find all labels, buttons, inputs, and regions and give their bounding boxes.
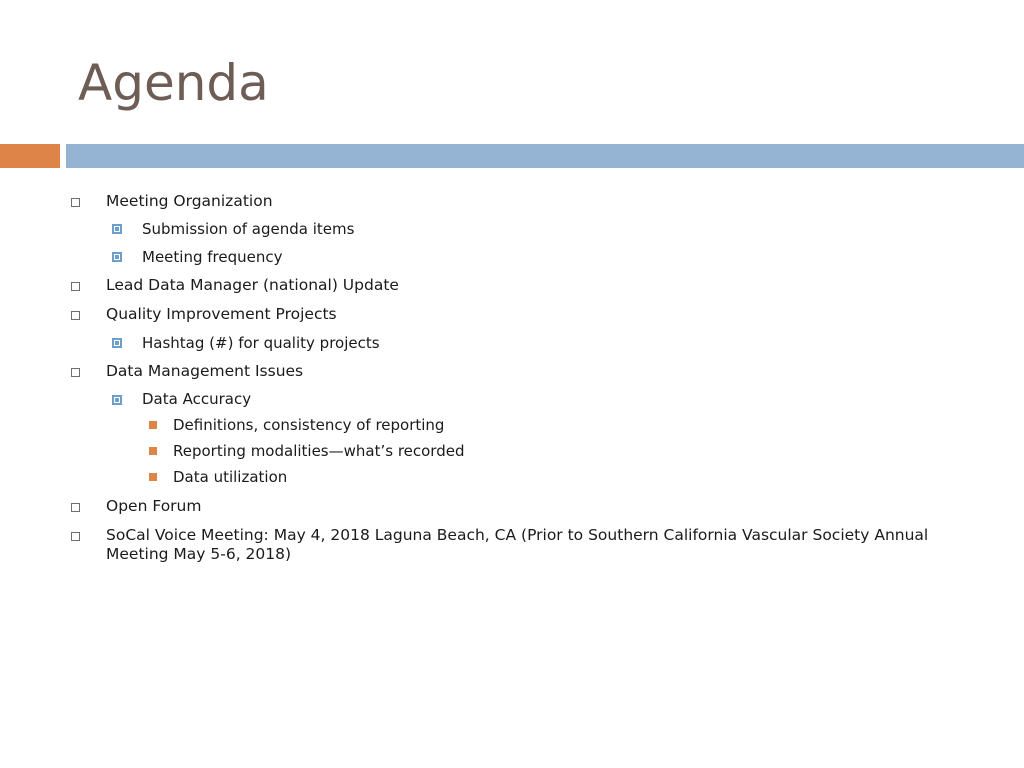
square-bullet-icon <box>112 395 122 405</box>
agenda-subitem: Meeting frequency <box>142 248 283 266</box>
square-bullet-icon <box>149 421 157 429</box>
agenda-subitem: Data Accuracy <box>142 390 252 408</box>
square-bullet-icon <box>149 473 157 481</box>
agenda-item: Meeting Organization <box>106 192 273 210</box>
square-bullet-icon <box>71 198 80 207</box>
slide-title: Agenda <box>78 54 269 112</box>
agenda-item: SoCal Voice Meeting: May 4, 2018 Laguna Beach, CA (Prior to Southern California Vascular Society Annual Meeting May 5-6, 2018) <box>106 526 929 563</box>
agenda-item: Quality Improvement Projects <box>106 305 337 323</box>
agenda-subsubitem: Data utilization <box>173 468 288 486</box>
square-bullet-icon <box>112 224 122 234</box>
agenda-subitem: Submission of agenda items <box>142 220 355 238</box>
agenda-subitem: Hashtag (#) for quality projects <box>142 334 380 352</box>
square-bullet-icon <box>112 338 122 348</box>
agenda-item: Lead Data Manager (national) Update <box>106 276 399 294</box>
square-bullet-icon <box>112 252 122 262</box>
agenda-subsubitem: Definitions, consistency of reporting <box>173 416 445 434</box>
square-bullet-icon <box>71 311 80 320</box>
agenda-subsubitem: Reporting modalities—what’s recorded <box>173 442 465 460</box>
agenda-item: Open Forum <box>106 497 202 515</box>
square-bullet-icon <box>71 503 80 512</box>
agenda-item: Data Management Issues <box>106 362 304 380</box>
square-bullet-icon <box>71 532 80 541</box>
square-bullet-icon <box>149 447 157 455</box>
square-bullet-icon <box>71 368 80 377</box>
square-bullet-icon <box>71 282 80 291</box>
